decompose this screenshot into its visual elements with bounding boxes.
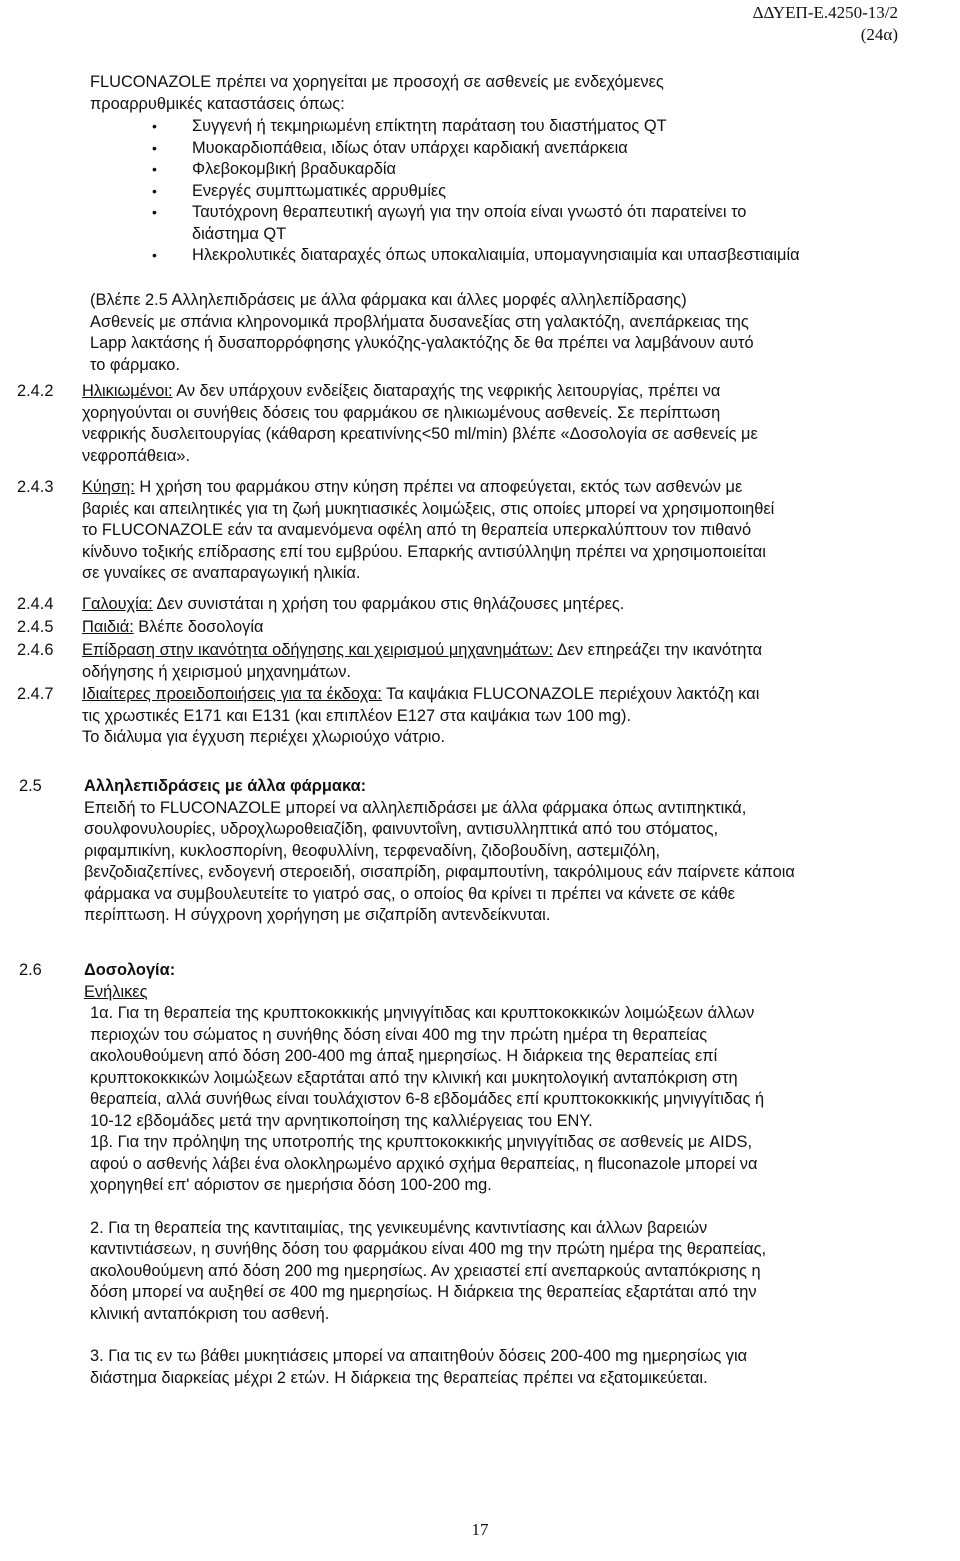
section-heading: Δοσολογία: [84, 961, 176, 979]
section-number: 2.4.6 [17, 641, 54, 659]
section-body [82, 594, 624, 616]
dosage-line: κλινική ανταπόκριση του ασθενή. [90, 1304, 330, 1323]
dosage-line: αφού ο ασθενής λάβει ένα ολοκληρωμένο αρχικό σχήμα θεραπείας, η fluconazole μπορεί να [90, 1154, 758, 1173]
section-title: Ηλικιωμένοι: [82, 382, 173, 400]
section-number: 2.4.5 [17, 618, 54, 636]
bullet-text: • Ταυτόχρονη θεραπευτική αγωγή για την οποία είναι γνωστό ότι παρατείνει το [192, 203, 747, 221]
dosage-line: δόση μπορεί να αυξηθεί σε 400 mg ημερησίως. Η διάρκεια της θεραπείας εξαρτάται από την [90, 1283, 757, 1301]
page-number: 17 [471, 1520, 489, 1539]
section-text: Τα καψάκια FLUCONAZOLE περιέχουν λακτόζη και [381, 685, 760, 703]
section-number: 2.4.2 [17, 382, 54, 400]
section-number: 2.4.4 [17, 595, 54, 613]
section-line: βαριές και απειλητικές για τη ζωή μυκητιασικές λοιμώξεις, στις οποίες μπορεί να χρησιμοποιηθεί [82, 499, 775, 518]
dosage-paragraph-2 [84, 1218, 766, 1326]
bullet-text: • Ενεργές συμπτωματικές αρρυθμίες [192, 181, 447, 200]
note-line: (Βλέπε 2.5 Αλληλεπιδράσεις με άλλα φάρμακα και άλλες μορφές αλληλεπίδρασης) [90, 291, 687, 309]
section-line: οδήγησης ή χειρισμού μηχανημάτων. [82, 662, 351, 681]
section-line: τις χρωστικές Ε171 και Ε131 (και επιπλέον Ε127 στα καψάκια των 100 mg). [82, 706, 632, 725]
section-heading: Αλληλεπιδράσεις με άλλα φάρμακα: [84, 777, 367, 795]
dosage-line: θεραπεία, αλλά συνήθως είναι τουλάχιστον 6-8 εβδομάδες επί κρυπτοκοκκικής μηνιγγίτιδας ή [90, 1090, 765, 1108]
interaction-note-paragraph [90, 290, 754, 376]
section-subheading: Ενήλικες [84, 982, 148, 1001]
section-number: 2.5 [19, 777, 42, 795]
dosage-line: 2. Για τη θεραπεία της καντιταιμίας, της γενικευμένης καντιντίασης και άλλων βαρειών [90, 1218, 708, 1237]
section-text: Δεν συνιστάται η χρήση του φαρμάκου στις θηλάζουσες μητέρες. [152, 595, 625, 613]
section-line: περίπτωση. Η σύγχρονη χορήγηση με σιζαπρίδη αντενδείκνυται. [84, 906, 551, 924]
section-body [82, 477, 774, 585]
section-body [82, 640, 762, 683]
section-line: νεφροπάθεια». [82, 446, 191, 465]
section-line: το FLUCONAZOLE εάν τα αναμενόμενα οφέλη από τη θεραπεία υπερκαλύπτουν τον πιθανό [82, 521, 752, 539]
section-title: Ιδιαίτερες προειδοποιήσεις για τα έκδοχα: [82, 685, 382, 703]
dosage-paragraph-1b [84, 1132, 766, 1197]
note-line: Lapp λακτάσης ή δυσαπορρόφησης γλυκόζης-γαλακτόζης δε θα πρέπει να λαμβάνουν αυτό [90, 334, 754, 352]
dosage-line: ακολουθούμενη από δόση 200 mg ημερησίως. Αν χρειαστεί επί ανεπαρκούς ανταπόκρισης η [90, 1261, 761, 1280]
condition-bullet-item [146, 245, 800, 267]
bullet-text: • Συγγενή ή τεκμηριωμένη επίκτητη παράταση του διαστήματος QT [192, 117, 667, 135]
section-number: 2.4.3 [17, 478, 54, 496]
section-text: Αν δεν υπάρχουν ενδείξεις διαταραχής της νεφρικής λειτουργίας, πρέπει να [172, 382, 721, 400]
dosage-line: διάστημα διαρκείας μέχρι 2 ετών. Η διάρκεια της θεραπείας πρέπει να εξατομικεύεται. [90, 1368, 708, 1387]
section-line: βενζοδιαζεπίνες, ενδογενή στεροειδή, σισαπρίδη, ριφαμπουτίνη, τακρόλιμους εάν παίρνετε κάποια [84, 863, 795, 881]
section-title: Κύηση: [82, 478, 135, 496]
note-line: Ασθενείς με σπάνια κληρονομικά προβλήματα δυσανεξίας στη γαλακτόζη, ανεπάρκειας της [90, 312, 749, 331]
bullet-text: διάστημα QT [192, 224, 287, 243]
section-title: Επίδραση στην ικανότητα οδήγησης και χειρισμού μηχανημάτων: [82, 641, 554, 659]
section-text: Η χρήση του φαρμάκου στην κύηση πρέπει να αποφεύγεται, εκτός των ασθενών με [134, 478, 743, 496]
section-line: Επειδή το FLUCONAZOLE μπορεί να αλληλεπιδράσει με άλλα φάρμακα όπως αντιπηκτικά, [84, 798, 747, 817]
dosage-paragraph-3 [84, 1346, 766, 1389]
condition-bullet-item [146, 116, 800, 138]
section-number: 2.6 [19, 961, 42, 979]
dosage-line: χορηγηθεί επ' αόριστον σε ημερήσια δόση 100-200 mg. [90, 1176, 492, 1194]
dosage-line: καντιντιάσεων, η συνήθης δόση του φαρμάκου είναι 400 mg την πρώτη ημέρα της θεραπείας, [90, 1240, 767, 1258]
bullet-text: • Μυοκαρδιοπάθεια, ιδίως όταν υπάρχει καρδιακή ανεπάρκεια [192, 138, 628, 157]
section-text: Βλέπε δοσολογία [133, 618, 264, 636]
condition-bullet-item [146, 138, 800, 160]
dosage-line: 1α. Για τη θεραπεία της κρυπτοκοκκικής μηνιγγίτιδας και κρυπτοκοκκικών λοιμώξεων άλλων [90, 1004, 755, 1022]
section-body [82, 684, 759, 749]
document-reference [753, 2, 898, 46]
section-line: Το διάλυμα για έγχυση περιέχει χλωριούχο νάτριο. [82, 728, 446, 746]
section-line: σουλφονυλουρίες, υδροχλωροθειαζίδη, φαινυντοΐνη, αντισυλληπτικά από του στόματος, [84, 820, 719, 838]
intro-paragraph [90, 72, 664, 115]
dosage-line: 10-12 εβδομάδες μετά την αρνητικοποίηση της καλλιέργειας του ENY. [90, 1111, 593, 1130]
section-body [84, 960, 766, 1389]
section-line: νεφρικής δυσλειτουργίας (κάθαρση κρεατινίνης<50 ml/min) βλέπε «Δοσολογία σε ασθενείς με [82, 425, 758, 443]
section-body [84, 776, 795, 927]
section-number: 2.4.7 [17, 685, 54, 703]
condition-bullet-item [146, 159, 800, 181]
section-title: Γαλουχία: [82, 595, 153, 613]
page-code: (24α) [860, 25, 898, 44]
section-line: σε γυναίκες σε αναπαραγωγική ηλικία. [82, 564, 361, 582]
section-line: φάρμακα να συμβουλευτείτε το γιατρό σας, ο οποίος θα κρίνει τι πρέπει να κάνετε σε κάθε [84, 884, 735, 903]
condition-bullet-item [146, 202, 800, 245]
section-line: χορηγούνται οι συνήθεις δόσεις του φαρμάκου σε ηλικιωμένους ασθενείς. Σε περίπτωση [82, 403, 721, 422]
dosage-line: 1β. Για την πρόληψη της υποτροπής της κρυπτοκοκκικής μηνιγγίτιδας σε ασθενείς με AIDS, [90, 1133, 753, 1151]
section-line: κίνδυνο τοξικής επίδρασης επί του εμβρύου. Επαρκής αντισύλληψη πρέπει να χρησιμοποιείται [82, 542, 766, 561]
note-line: το φάρμακο. [90, 355, 180, 374]
section-title: Παιδιά: [82, 618, 134, 636]
dosage-line: 3. Για τις εν τω βάθει μυκητιάσεις μπορεί να απαιτηθούν δόσεις 200-400 mg ημερησίως για [90, 1347, 748, 1365]
section-body [82, 381, 758, 467]
dosage-line: περιοχών του σώματος η συνήθης δόση είναι 400 mg την πρώτη ημέρα τη θεραπείας [90, 1025, 708, 1044]
bullet-list [146, 116, 800, 267]
dosage-paragraph-1a [84, 1003, 766, 1132]
intro-line: προαρρυθμικές καταστάσεις όπως: [90, 94, 345, 113]
section-text: Δεν επηρεάζει την ικανότητα [553, 641, 763, 659]
section-line: ριφαμπικίνη, κυκλοσπορίνη, θεοφυλλίνη, τερφεναδίνη, ζιδοβουδίνη, αστεμιζόλη, [84, 841, 661, 860]
section-body [82, 617, 263, 639]
doc-code: ΔΔΥΕΠ-Ε.4250-13/2 [752, 3, 898, 22]
bullet-text: • Φλεβοκομβική βραδυκαρδία [192, 160, 396, 178]
dosage-line: ακολουθούμενη από δόση 200-400 mg άπαξ ημερησίως. Η διάρκεια της θεραπείας επί [90, 1047, 718, 1065]
intro-line: FLUCONAZOLE πρέπει να χορηγείται με προσοχή σε ασθενείς με ενδεχόμενες [90, 73, 664, 91]
dosage-line: κρυπτοκοκκικών λοιμώξεων εξαρτάται από την κλινική και μυκητολογική ανταπόκριση στη [90, 1068, 738, 1087]
bullet-text: • Ηλεκρολυτικές διαταραχές όπως υποκαλιαιμία, υπομαγνησιαιμία και υπασβεστιαιμία [192, 246, 800, 264]
condition-bullet-item [146, 181, 800, 203]
